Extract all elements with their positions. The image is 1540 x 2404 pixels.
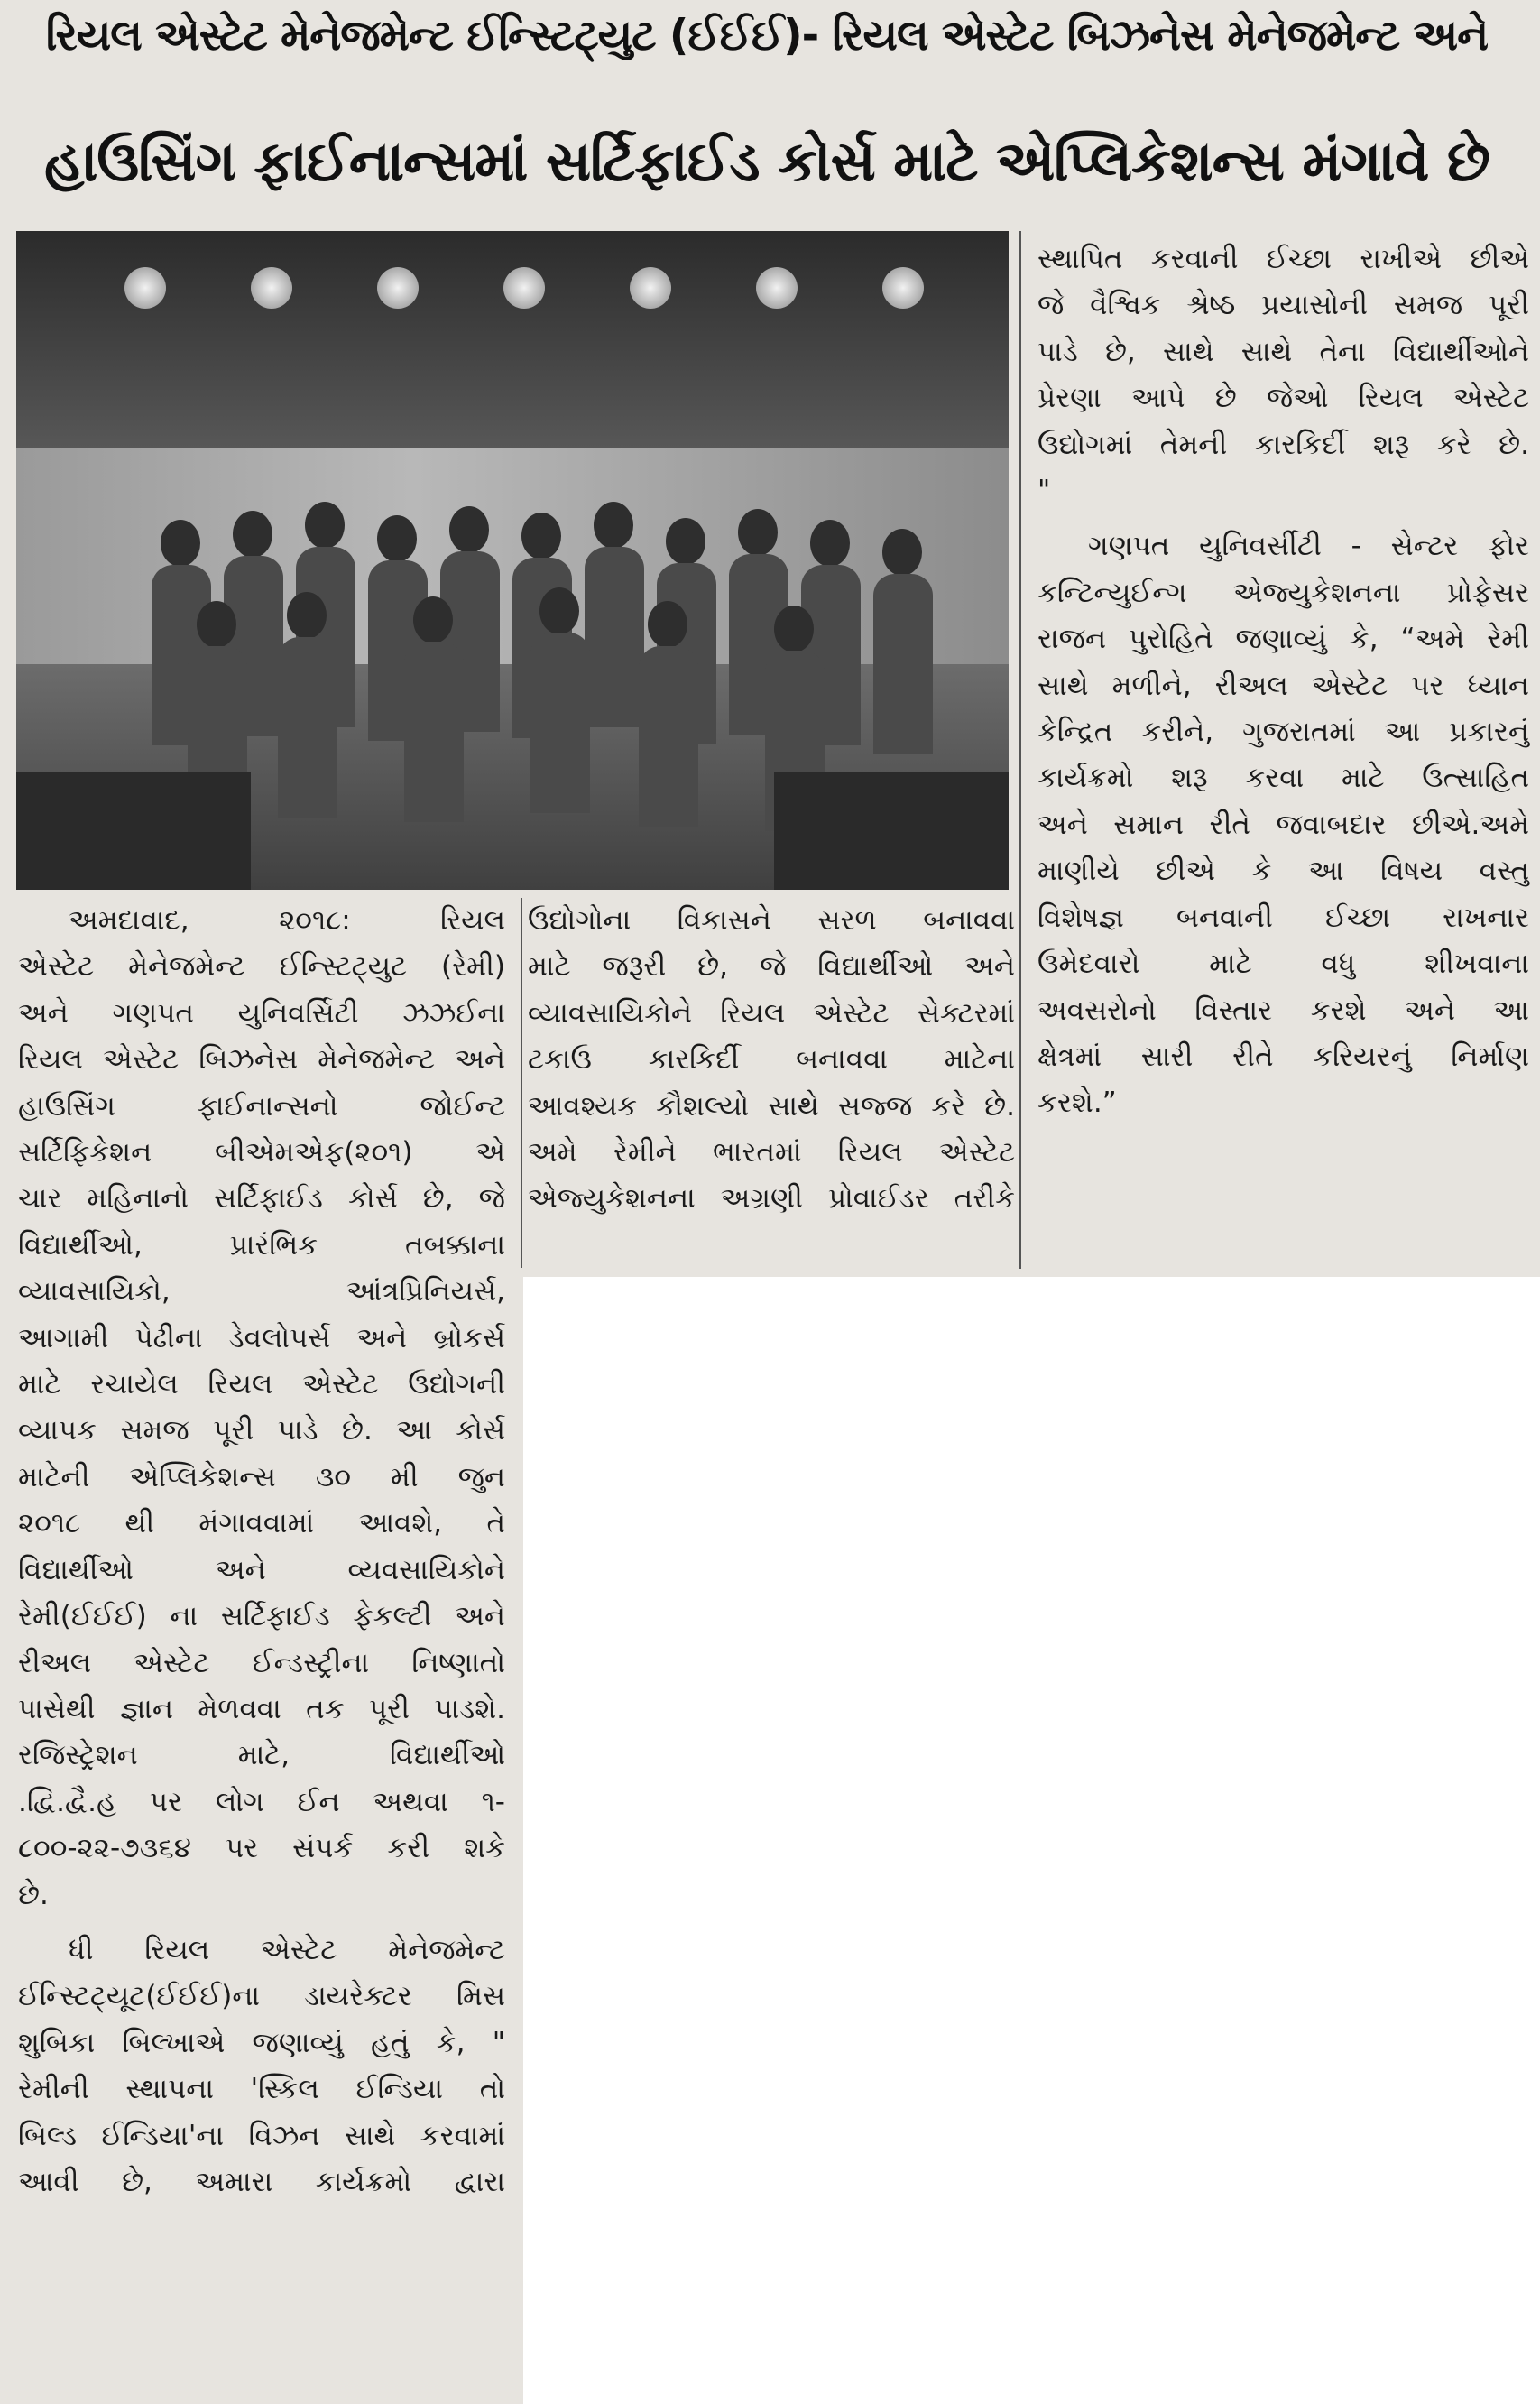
column-1-line: માટેની એપ્લિકેશન્સ ૩૦ મી જુન bbox=[18, 1460, 505, 1493]
column-3-line: ક્ષેત્રમાં સારી રીતે કરિયરનું નિર્માણ bbox=[1037, 1040, 1529, 1073]
column-1-line: રેમીની સ્થાપના 'સ્કિલ ઈન્ડિયા તો bbox=[18, 2073, 505, 2106]
column-1-line: શુબિકા બિલ્ખાએ જણાવ્યું હતું કે, " bbox=[18, 2026, 505, 2059]
column-2-line: માટે જરૂરી છે, જે વિદ્યાર્થીઓ અને bbox=[528, 950, 1015, 984]
column-3-line: સાથે મળીને, રીઅલ એસ્ટેટ પર ધ્યાન bbox=[1037, 669, 1529, 702]
column-3-line: અવસરોનો વિસ્તાર કરશે અને આ bbox=[1037, 994, 1529, 1027]
column-3-line: કન્ટિન્યુઈન્ગ એજ્યુકેશનના પ્રોફેસર bbox=[1037, 576, 1529, 609]
column-1-line: વિદ્યાર્થીઓ અને વ્યવસાયિકોને bbox=[18, 1553, 505, 1586]
column-1-line: ચાર મહિનાનો સર્ટિફાઈડ કોર્સ છે, જે bbox=[18, 1182, 505, 1216]
column-divider bbox=[1019, 231, 1021, 1269]
column-1-line: અને ગણપત યુનિવર્સિટી ઝઝઈના bbox=[18, 996, 505, 1030]
photo-lamp bbox=[124, 267, 166, 309]
column-1-line: આગામી પેઢીના ડેવલોપર્સ અને બ્રોકર્સ bbox=[18, 1321, 505, 1355]
headline-line-1: રિયલ એસ્ટેટ મેનેજમેન્ટ ઈન્સ્ટિટ્યુટ (ઈઈઈ)- રિયલ એસ્ટેટ બિઝનેસ મેનેજમેન્ટ અને bbox=[45, 11, 1489, 60]
photo-lamp bbox=[503, 267, 545, 309]
column-3-line: પાડે છે, સાથે સાથે તેના વિદ્યાર્થીઓને bbox=[1037, 335, 1529, 368]
column-1-line: અમદાવાદ, ૨૦૧૮: રિયલ bbox=[69, 904, 505, 937]
article-column-1 bbox=[18, 898, 505, 2205]
column-1-line: સર્ટિફિકેશન બીએમએફ(૨૦૧) એ bbox=[18, 1136, 505, 1170]
column-1-line: આવી છે, અમારા કાર્યક્રમો દ્વારા bbox=[18, 2165, 505, 2198]
column-1-line: ઈન્સ્ટિટ્યૂટ(ઈઈઈ)ના ડાયરેક્ટર મિસ bbox=[18, 1980, 505, 2013]
column-1-line: વિદ્યાર્થીઓ, પ્રારંભિક તબક્કાના bbox=[18, 1228, 505, 1262]
column-3-line: અને સમાન રીતે જવાબદાર છીએ.અમે bbox=[1037, 808, 1529, 841]
column-1-line: રિયલ એસ્ટેટ બિઝનેસ મેનેજમેન્ટ અને bbox=[18, 1043, 505, 1077]
column-1-line: પાસેથી જ્ઞાન મેળવવા તક પૂરી પાડશે. bbox=[18, 1692, 505, 1725]
column-3-line: ઉદ્યોગમાં તેમની કારકિર્દી શરૂ કરે છે. bbox=[1037, 428, 1529, 461]
column-1-line: ૨૦૧૮ થી મંગાવવામાં આવશે, તે bbox=[18, 1507, 505, 1540]
column-3-line: રાજન પુરોહિતે જણાવ્યું કે, “અમે રેમી bbox=[1037, 623, 1529, 656]
photo-desk bbox=[16, 772, 251, 890]
column-3-line: ઉમેદવારો માટે વધુ શીખવાના bbox=[1037, 948, 1529, 981]
column-3-line: સ્થાપિત કરવાની ઈચ્છા રાખીએ છીએ bbox=[1037, 243, 1529, 275]
column-2-line: અમે રેમીને ભારતમાં રિયલ એસ્ટેટ bbox=[528, 1136, 1015, 1170]
photo-lamp bbox=[756, 267, 798, 309]
column-1-line: બિલ્ડ ઈન્ડિયા'ના વિઝન સાથે કરવામાં bbox=[18, 2119, 505, 2152]
column-1-line: છે. bbox=[18, 1878, 49, 1911]
article-column-2 bbox=[528, 898, 1015, 1223]
column-3-line: પ્રેરણા આપે છે જેઓ રિયલ એસ્ટેટ bbox=[1037, 382, 1529, 415]
column-3-line: માણીયે છીએ કે આ વિષય વસ્તુ bbox=[1037, 855, 1529, 888]
photo-lamp bbox=[882, 267, 924, 309]
group-photo bbox=[16, 231, 1009, 890]
column-1-line: વ્યાવસાયિકો, આંત્રપ્રિનિયર્સ, bbox=[18, 1275, 505, 1308]
column-1-line: એસ્ટેટ મેનેજમેન્ટ ઈન્સ્ટિટ્યુટ (રેમી) bbox=[18, 950, 505, 984]
column-2-line: વ્યાવસાયિકોને રિયલ એસ્ટેટ સેક્ટરમાં bbox=[528, 996, 1015, 1030]
column-1-line: હાઉસિંગ ફાઈનાન્સનો જોઈન્ટ bbox=[18, 1089, 505, 1123]
column-1-line: રેમી(ઈઈઈ) ના સર્ટિફાઈડ ફેકલ્ટી અને bbox=[18, 1600, 505, 1633]
column-1-line: રીઅલ એસ્ટેટ ઈન્ડસ્ટ્રીના નિષ્ણાતો bbox=[18, 1646, 505, 1679]
column-1-line: .દ્વિ.દ્વૈ.હ પર લોગ ઈન અથવા ૧- bbox=[18, 1785, 505, 1818]
photo-lamp bbox=[251, 267, 292, 309]
column-3-line: ગણપત યુનિવર્સીટી - સેન્ટર ફોર bbox=[1088, 530, 1529, 563]
column-1-line: રજિસ્ટ્રેશન માટે, વિદ્યાર્થીઓ bbox=[18, 1739, 505, 1772]
column-3-line: વિશેષજ્ઞ બનવાની ઈચ્છા રાખનાર bbox=[1037, 901, 1529, 934]
column-3-line: કેન્દ્રિત કરીને, ગુજરાતમાં આ પ્રકારનું bbox=[1037, 716, 1529, 749]
column-1-line: માટે રચાયેલ રિયલ એસ્ટેટ ઉદ્યોગની bbox=[18, 1368, 505, 1401]
article-column-3 bbox=[1037, 236, 1529, 1127]
column-2-line: એજ્યુકેશનના અગ્રણી પ્રોવાઈડર તરીકે bbox=[528, 1182, 1015, 1216]
column-2-line: ટકાઉ કારકિર્દી બનાવવા માટેના bbox=[528, 1043, 1015, 1077]
photo-lamp bbox=[630, 267, 671, 309]
headline-line-2: હાઉસિંગ ફાઈનાન્સમાં સર્ટિફાઈડ કોર્સ માટે એપ્લિકેશન્સ મંગાવે છે bbox=[44, 128, 1489, 194]
column-divider bbox=[521, 898, 522, 1268]
column-3-line: કાર્યક્રમો શરૂ કરવા માટે ઉત્સાહિત bbox=[1037, 762, 1529, 795]
column-1-line: વ્યાપક સમજ પૂરી પાડે છે. આ કોર્સ bbox=[18, 1414, 505, 1447]
photo-ceiling bbox=[16, 231, 1009, 448]
column-3-line: " bbox=[1037, 475, 1051, 508]
photo-lamp bbox=[377, 267, 419, 309]
column-3-line: કરશે.” bbox=[1037, 1086, 1117, 1120]
column-1-line: ધી રિયલ એસ્ટેટ મેનેજમેન્ટ bbox=[69, 1933, 505, 1966]
column-2-line: ઉદ્યોગોના વિકાસને સરળ બનાવવા bbox=[528, 904, 1015, 937]
photo-desk bbox=[774, 772, 1009, 890]
column-3-line: જે વૈશ્વિક શ્રેષ્ઠ પ્રયાસોની સમજ પૂરી bbox=[1037, 289, 1529, 322]
column-2-line: આવશ્યક કૌશલ્યો સાથે સજ્જ કરે છે. bbox=[528, 1089, 1015, 1123]
column-1-line: ૮૦૦-૨૨-૭૩૬૪ પર સંપર્ક કરી શકે bbox=[18, 1832, 505, 1865]
